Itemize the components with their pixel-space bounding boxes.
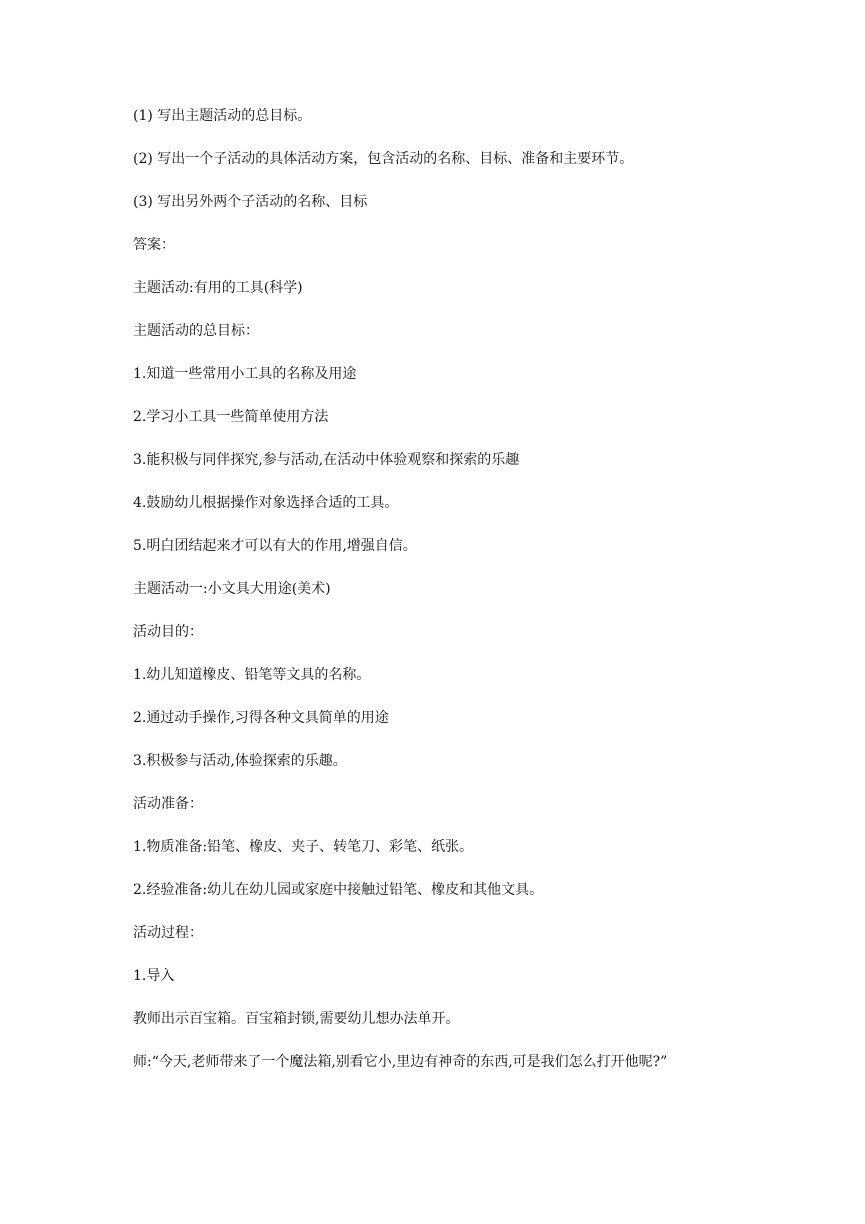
paragraph-question-2: (2) 写出一个子活动的具体活动方案，包含活动的名称、目标、准备和主要环节。 <box>133 151 634 167</box>
activity-purpose-heading: 活动目的： <box>133 624 203 640</box>
activity-purpose-item: 3.积极参与活动,体验探索的乐趣。 <box>133 753 347 769</box>
overall-goal-item: 4.鼓励幼儿根据操作对象选择合适的工具。 <box>133 495 399 511</box>
activity-preparation-item: 2.经验准备:幼儿在幼儿园或家庭中接触过铅笔、橡皮和其他文具。 <box>133 882 544 898</box>
activity-purpose-item: 1.幼儿知道橡皮、铅笔等文具的名称。 <box>133 667 371 683</box>
paragraph-question-1: (1) 写出主题活动的总目标。 <box>133 108 312 124</box>
overall-goal-item: 1.知道一些常用小工具的名称及用途 <box>133 366 357 382</box>
sub-activity-title: 主题活动一:小文具大用途(美术) <box>133 581 331 597</box>
activity-process-heading: 活动过程： <box>133 925 203 941</box>
activity-purpose-item: 2.通过动手操作,习得各种文具简单的用途 <box>133 710 389 726</box>
activity-process-text: 教师出示百宝箱。百宝箱封锁,需要幼儿想办法单开。 <box>133 1011 460 1027</box>
overall-goal-item: 2.学习小工具一些简单使用方法 <box>133 409 329 425</box>
activity-preparation-heading: 活动准备： <box>133 796 203 812</box>
activity-process-step: 1.导入 <box>133 968 175 984</box>
paragraph-question-3: (3) 写出另外两个子活动的名称、目标 <box>133 194 368 210</box>
activity-preparation-item: 1.物质准备:铅笔、橡皮、夹子、转笔刀、彩笔、纸张。 <box>133 839 474 855</box>
teacher-dialogue: 师:“今天,老师带来了一个魔法箱,别看它小,里边有神奇的东西,可是我们怎么打开他呢?” <box>133 1054 668 1070</box>
answer-heading: 答案： <box>133 237 175 253</box>
theme-activity-title: 主题活动:有用的工具(科学) <box>133 280 303 296</box>
overall-goals-heading: 主题活动的总目标： <box>133 323 259 339</box>
overall-goal-item: 5.明白团结起来才可以有大的作用,增强自信。 <box>133 538 417 554</box>
overall-goal-item: 3.能积极与同伴探究,参与活动,在活动中体验观察和探索的乐趣 <box>133 452 520 468</box>
